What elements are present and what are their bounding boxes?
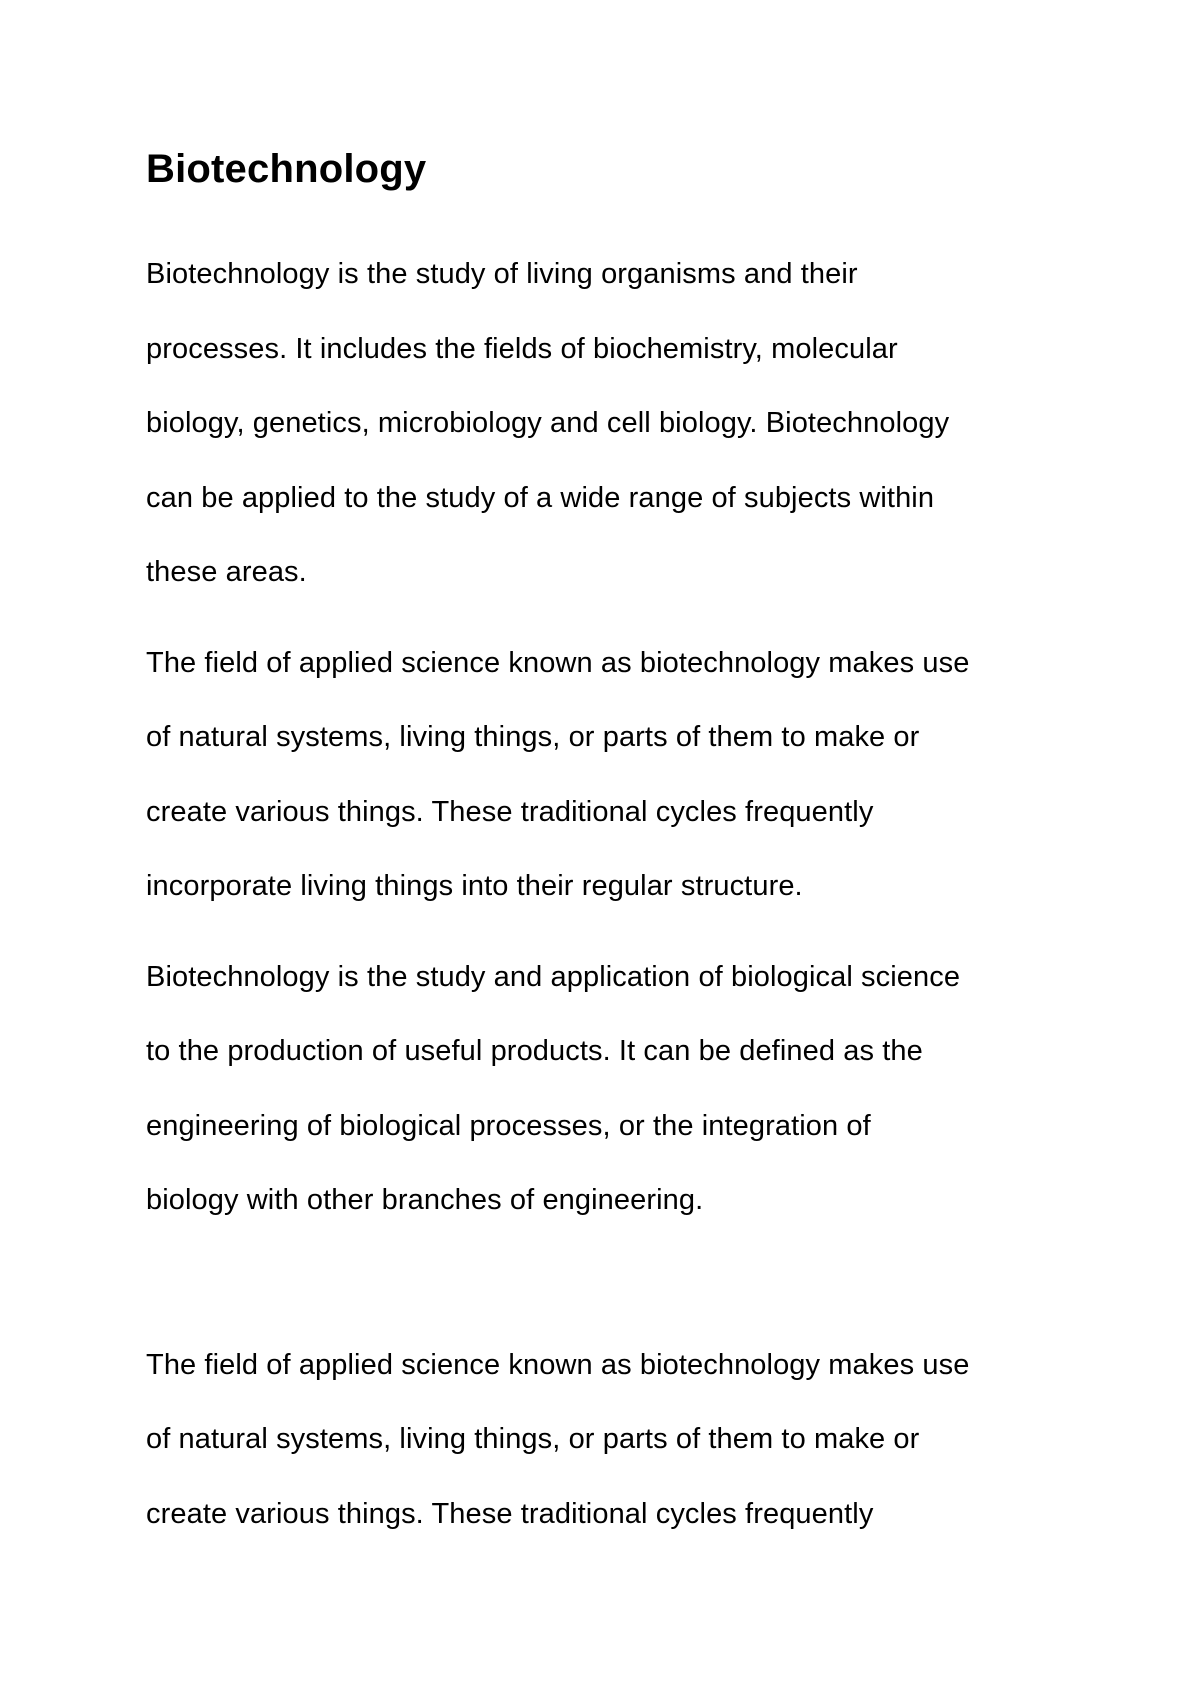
paragraph-line: engineering of biological processes, or the integration of — [146, 1109, 871, 1142]
paragraph-3 — [146, 940, 1086, 1238]
paragraph-line: of natural systems, living things, or parts of them to make or — [146, 721, 920, 753]
paragraph-line: processes. It includes the fields of biochemistry, molecular — [146, 332, 898, 365]
document-body — [146, 138, 1086, 1551]
paragraph-line: to the production of useful products. It can be defined as the — [146, 1035, 923, 1067]
paragraph-line: create various things. These traditional cycles frequently — [146, 1497, 874, 1530]
paragraph-line: Biotechnology is the study and application of biological science — [146, 960, 961, 993]
paragraph-line: these areas. — [146, 556, 307, 588]
paragraph-line: incorporate living things into their regular structure. — [146, 870, 803, 902]
paragraph-line: of natural systems, living things, or parts of them to make or — [146, 1423, 920, 1455]
paragraph-line: The field of applied science known as biotechnology makes use — [146, 646, 970, 679]
paragraph-line: The field of applied science known as biotechnology makes use — [146, 1348, 970, 1381]
document-title: Biotechnology — [146, 147, 427, 191]
paragraph-line: biology, genetics, microbiology and cell biology. Biotechnology — [146, 407, 950, 439]
paragraph-1 — [146, 237, 1086, 610]
paragraph-line: Biotechnology is the study of living organisms and their — [146, 258, 858, 290]
paragraph-2 — [146, 626, 1086, 924]
paragraph-line: biology with other branches of engineering. — [146, 1184, 704, 1216]
paragraph-line: can be applied to the study of a wide range of subjects within — [146, 481, 935, 514]
paragraph-4 — [146, 1328, 1086, 1552]
paragraph-line: create various things. These traditional cycles frequently — [146, 795, 874, 828]
